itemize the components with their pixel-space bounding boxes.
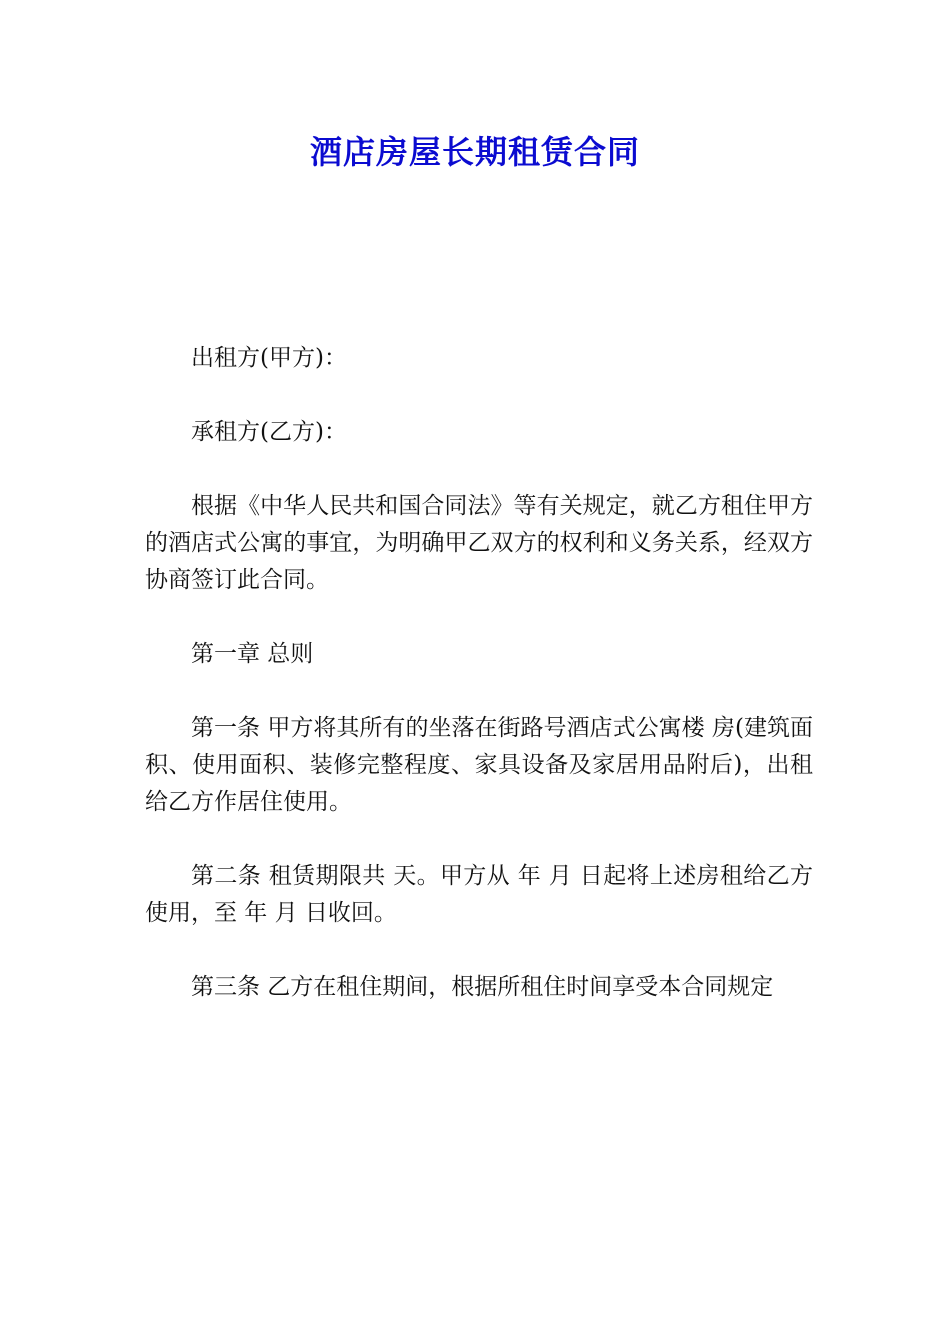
article-2: 第二条 租赁期限共 天。甲方从 年 月 日起将上述房租给乙方使用，至 年 月 日收回。	[145, 863, 813, 926]
article-3: 第三条 乙方在租住期间，根据所租住时间享受本合同规定	[191, 974, 774, 1000]
paragraph-lessee: 承租方(乙方)：	[191, 419, 347, 445]
document-title: 酒店房屋长期租赁合同	[309, 133, 640, 171]
chapter-heading: 第一章 总则	[191, 641, 314, 667]
article-1: 第一条 甲方将其所有的坐落在街路号酒店式公寓楼 房(建筑面积、使用面积、装修完整程度、家具设备及家居用品附后)，出租给乙方作居住使用。	[145, 715, 813, 815]
paragraph-preamble: 根据《中华人民共和国合同法》等有关规定，就乙方租住甲方的酒店式公寓的事宜，为明确甲乙双方的权利和义务关系，经双方协商签订此合同。	[145, 493, 813, 593]
document-body	[145, 340, 813, 1006]
paragraph-lessor: 出租方(甲方)：	[191, 345, 347, 371]
